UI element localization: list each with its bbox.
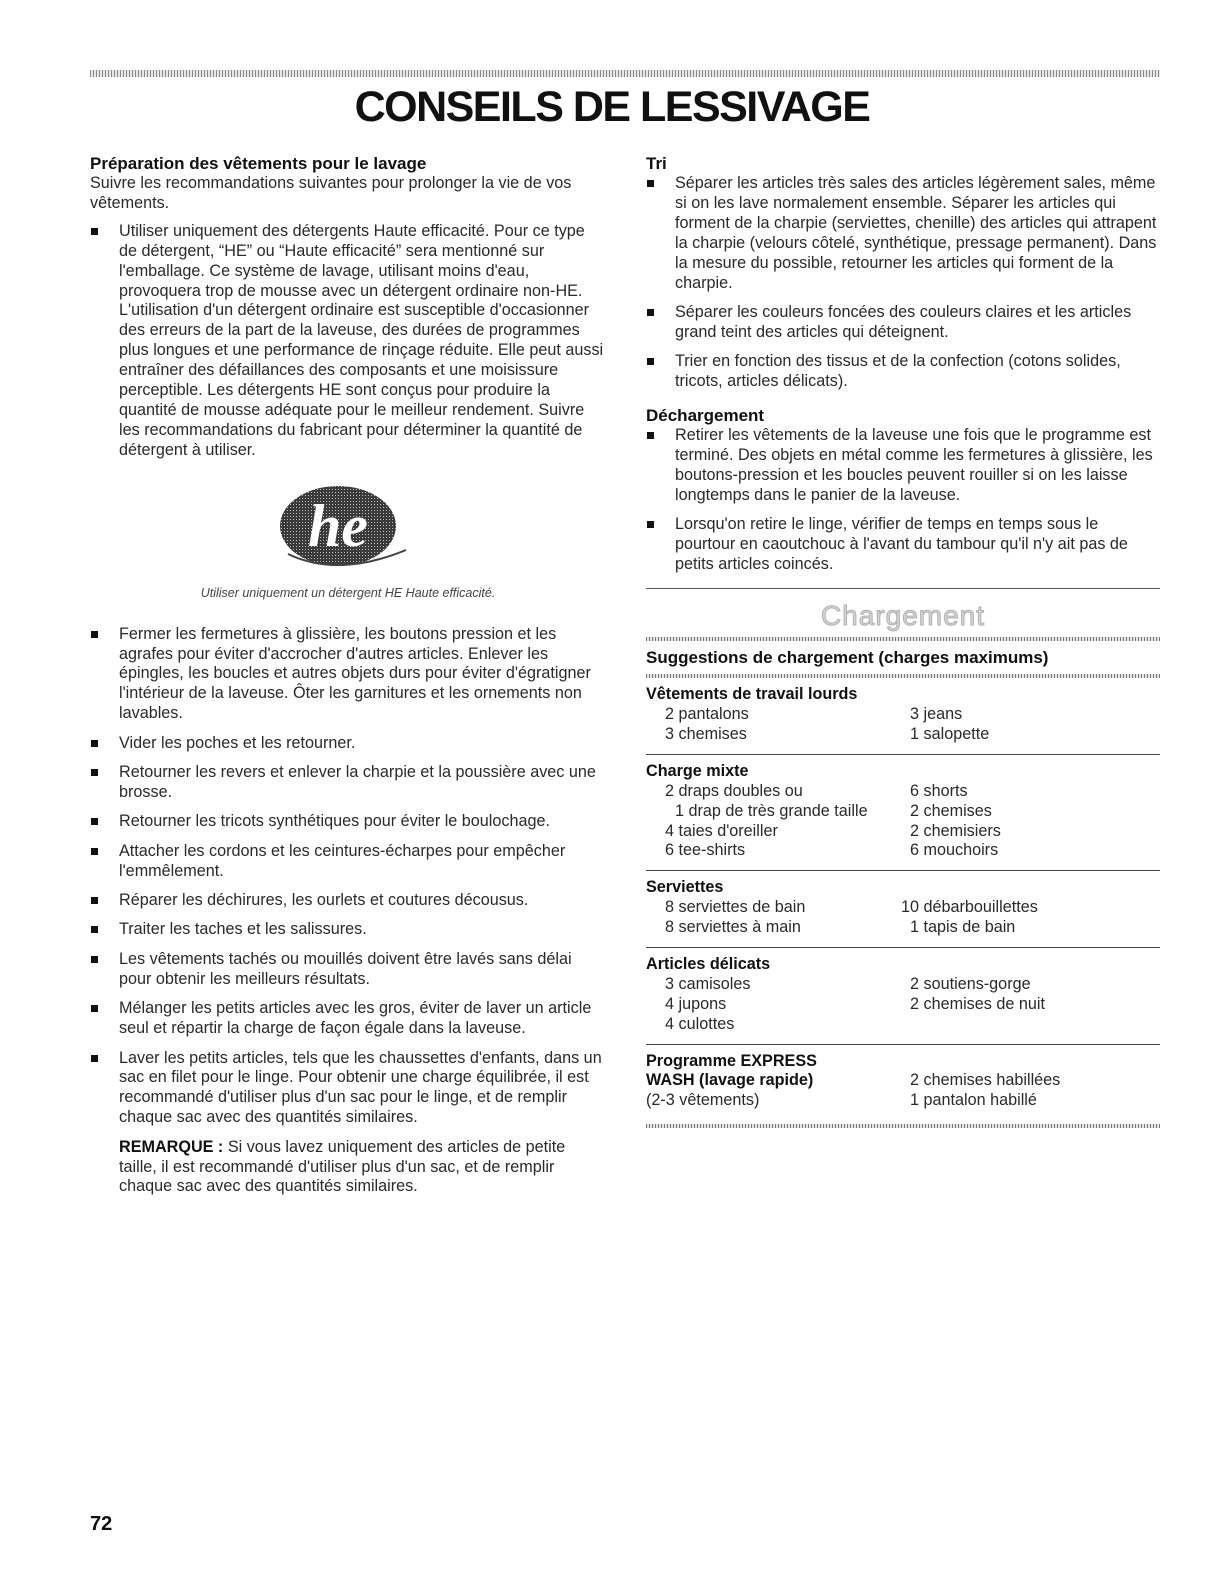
load-item: 6 tee-shirts [665,841,746,860]
table-row [646,918,1160,938]
list-item: Retourner les revers et enlever la charpie et la poussière avec une brosse. [90,763,606,803]
load-item: 2 chemises habillées [910,1070,1061,1089]
load-category-name: Vêtements de travail lourds [646,684,858,703]
preparation-heading: Préparation des vêtements pour le lavage [90,154,427,173]
table-row [646,822,1160,842]
load-item: 4 taies d'oreiller [665,821,778,840]
load-category-name: Articles délicats [646,955,771,974]
list-item: Traiter les taches et les salissures. [90,920,606,940]
preparation-intro: Suivre les recommandations suivantes pour prolonger la vie de vos vêtements. [90,174,572,212]
load-item: 2 draps doubles ou [665,781,803,800]
load-category-name: Programme EXPRESS [646,1051,817,1070]
load-item: 1 tapis de bain [910,918,1016,937]
preparation-bullet-list [90,625,606,1129]
list-item: Séparer les couleurs foncées des couleurs claires et les articles grand teint des articles qui déteignent. [646,303,1160,343]
load-category-name: Charge mixte [646,761,749,780]
load-item: 3 jeans [910,704,963,723]
list-item: Séparer les articles très sales des articles légèrement sales, même si on les lave normalement ensemble. Séparer les articles qui forment de la charpie (serviettes, chenille) des articles qui attrapent la charpie (velours côtelé, synthétique, pressage permanent). Dans la mesure du possible, retourner les articles qui forment de la charpie. [646,174,1160,293]
list-item: Retirer les vêtements de la laveuse une fois que le programme est terminé. Des objets en métal comme les fermetures à glissière, les boutons-pression et les boucles peuvent rouiller si on les laisse longtemps dans le panier de la laveuse. [646,426,1160,506]
table-row [646,1071,1160,1091]
he-logo-text: he [308,492,368,559]
right-column [646,153,1160,1128]
load-item: 10 débarbouillettes [901,898,1038,917]
load-note: (2-3 vêtements) [646,1090,760,1109]
load-item: 1 drap de très grande taille [675,801,868,820]
table-row [646,1091,1160,1111]
list-item: Réparer les déchirures, les ourlets et coutures décousus. [90,891,606,911]
load-item: 6 mouchoirs [910,841,999,860]
load-item: 1 pantalon habillé [910,1090,1037,1109]
remark-label: REMARQUE : [119,1137,224,1156]
page-number: 72 [90,1513,113,1535]
remark-text: Si vous lavez uniquement des articles de petite taille, il est recommandé d'utiliser plus d'un sac, et de remplir chaque sac avec des quantités similaires. [119,1137,566,1196]
table-row [646,802,1160,822]
dechargement-heading: Déchargement [646,406,765,426]
list-item: Trier en fonction des tissus et de la confection (cotons solides, tricots, articles délicats). [646,352,1160,392]
load-item: 2 chemises de nuit [910,995,1045,1014]
chargement-title: Chargement [820,599,986,631]
list-item: Vider les poches et les retourner. [90,734,606,754]
table-row [646,705,1160,725]
list-item: Retourner les tricots synthétiques pour éviter le boulochage. [90,812,606,832]
table-row [646,725,1160,745]
load-item: 4 jupons [665,995,727,1014]
load-category-mixed [646,755,1160,872]
chargement-title-rule [646,637,1160,641]
load-item: 4 culottes [665,1014,735,1033]
load-category-name-line2: WASH (lavage rapide) [646,1070,814,1089]
he-logo-caption: Utiliser uniquement un détergent HE Haute efficacité. [200,585,496,600]
remark-note [90,1138,606,1198]
table-row [646,841,1160,861]
chargement-subtitle: Suggestions de chargement (charges maximums) [646,647,1049,667]
tri-heading: Tri [646,154,667,173]
load-item: 1 salopette [910,724,990,743]
chargement-top-rule [646,588,1160,589]
list-item: Laver les petits articles, tels que les chaussettes d'enfants, dans un sac en filet pour le linge. Pour obtenir une charge équilibrée, il est recommandé d'utiliser plus d'un sac pour le linge, et de remplir chaque sac avec des quantités similaires. [90,1049,606,1129]
he-logo-icon [278,480,418,576]
load-item-empty [910,1015,1160,1035]
list-item: Attacher les cordons et les ceintures-écharpes pour empêcher l'emmêlement. [90,842,606,882]
list-item: Les vêtements tachés ou mouillés doivent être lavés sans délai pour obtenir les meilleurs résultats. [90,950,606,990]
table-row [646,898,1160,918]
table-row [646,782,1160,802]
load-item: 2 pantalons [665,704,749,723]
list-item: Utiliser uniquement des détergents Haute efficacité. Pour ce type de détergent, “HE” ou “Haute efficacité” sera mentionné sur l'emballage. Ce système de lavage, utilisant moins d'eau, provoquera trop de mousse avec un détergent ordinaire non-HE. L'utilisation d'un détergent ordinaire est susceptible d'occasionner des erreurs de la part de la laveuse, des durées de programmes plus longues et une performance de rinçage réduite. Elle peut aussi entraîner des défaillances des composants et une moisissure perceptible. Les détergents HE sont conçus pour produire la quantité de mousse adéquate pour le meilleur rendement. Suivre les recommandations du fabricant pour déterminer la quantité de détergent à utiliser. [90,222,606,461]
load-item: 6 shorts [910,781,968,800]
chargement-bottom-rule [646,1124,1160,1128]
load-category-name: Serviettes [646,878,724,897]
load-item: 8 serviettes à main [665,918,801,937]
load-category-heavy [646,678,1160,755]
load-item: 2 soutiens-gorge [910,975,1031,994]
load-item: 2 chemises [910,801,992,820]
top-decorative-rule [90,70,1160,77]
load-item: 8 serviettes de bain [665,898,806,917]
table-row [646,1015,1160,1035]
tri-bullet-list [646,174,1160,392]
load-category-express [646,1045,1160,1120]
page-title: CONSEILS DE LESSIVAGE [354,83,870,131]
load-item: 2 chemisiers [910,821,1001,840]
list-item: Fermer les fermetures à glissière, les boutons pression et les agrafes pour éviter d'accrocher d'autres articles. Enlever les épingles, les boucles et autres objets durs pour éviter d'égratigner l'intérieur de la laveuse. Ôter les garnitures et les ornements non lavables. [90,625,606,725]
table-row [646,995,1160,1015]
preparation-he-list [90,222,606,461]
dechargement-bullet-list [646,426,1160,575]
load-item: 3 camisoles [665,975,751,994]
table-row [646,975,1160,995]
list-item: Mélanger les petits articles avec les gros, éviter de laver un article seul et répartir la charge de façon égale dans la laveuse. [90,999,606,1039]
load-category-delicates [646,948,1160,1045]
load-category-towels [646,871,1160,948]
left-column [90,153,606,1197]
list-item: Lorsqu'on retire le linge, vérifier de temps en temps sous le pourtour en caoutchouc à l'avant du tambour qu'il n'y ait pas de petits articles coincés. [646,515,1160,575]
load-item: 3 chemises [665,724,747,743]
